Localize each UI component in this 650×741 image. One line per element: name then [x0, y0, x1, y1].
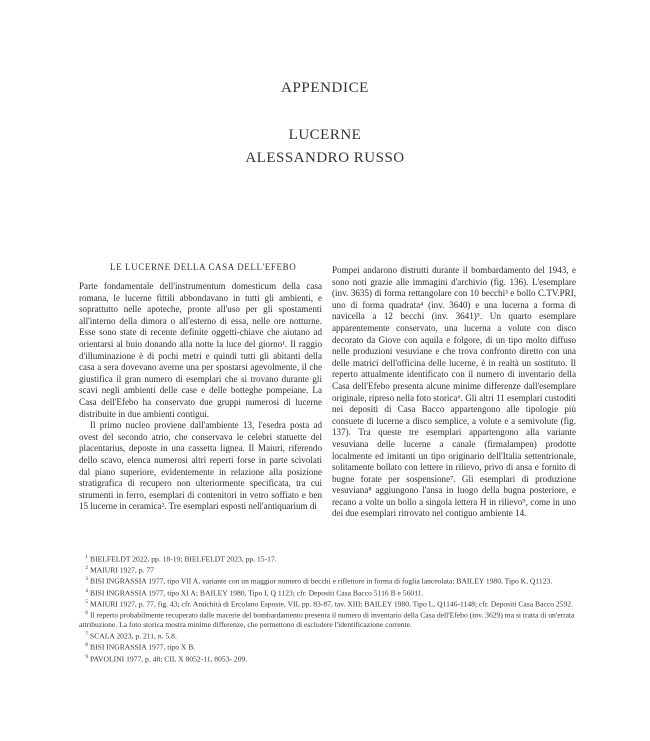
- footnote: [79, 653, 579, 664]
- footnote: [79, 641, 579, 652]
- footnote-number: 9: [85, 653, 88, 660]
- footnote-text: BISI INGRASSIA 1977, tipo XI A; BAILEY 1980, Tipo I, Q 1123; cfr. Depositi Casa Bacco 5116 B e 56011.: [90, 588, 424, 598]
- footnote-number: 2: [85, 565, 88, 572]
- paragraph: Parte fondamentale dell'instrumentum domesticum della casa romana, le lucerne fittili abbondavano in tutti gli ambienti, e soprattutto nelle apoteche, pronte all'uso per gli spostamenti all'interno della dimora o all'esterno di essa, nelle ore notturne. Esse sono state di recente definite oggetti-chiave che aiutano ad orientarsi al buio donando alla notte la luce del giorno¹. Il raggio d'illuminazione è di pochi metri e quindi tutti gli abitanti della casa a sera dovevano averne una per spostarsi agevolmente, il che giustifica il gran numero di esemplari che si trovano durante gli scavi negli ambienti delle case e delle botteghe pompeiane. La Casa dell'Efebo ha conservato due gruppi numerosi di lucerne distribuite in due ambienti contigui.: [79, 281, 322, 419]
- footnote-text: MAIURI 1927, p. 77, fig. 43; cfr. Antichità di Ercolano Esposte, VII, pp. 83-87, tav. XIII; BAILEY 1980, Tipo L, Q1146-1148; cfr. Depositi Casa Bacco 2592.: [90, 599, 573, 609]
- footnote-text: PAVOLINI 1977, p. 48; CIL X 8052-11, 8053- 209.: [90, 654, 248, 664]
- footnote: [79, 553, 579, 564]
- footnote: [79, 587, 579, 598]
- footnote-number: 7: [85, 631, 88, 638]
- footnote-text: SCALA 2023, p. 211, n. 5.8.: [90, 631, 177, 641]
- left-column: [79, 281, 322, 513]
- paragraph: Pompei andarono distrutti durante il bombardamento del 1943, e sono noti grazie alle immagini d'archivio (fig. 136). L'esemplare (inv. 3635) di forma rettangolare con 10 becchi³ e bollo C.TV.PRI, uno di forma quadrata⁴ (inv. 3640) e una lucerna a forma di navicella a 12 becchi (inv. 3641)⁵. Un quarto esemplare apparentemente conservato, una lucerna a volute con disco decorato da Giove con aquila e folgore, di un tipo molto diffuso nelle produzioni vesuviane e che trova confronto diretto con una delle matrici dell'officina delle lucerne, è in realtà un sostituto. Il reperto attualmente identificato con il numero di inventario della Casa dell'Efebo presenta alcune minime differenze dall'esemplare originale, ripreso nella foto storica⁶. Gli altri 11 esemplari custoditi nei depositi di Casa Bacco appartengono alle tipologie più consuete di lucerne a disco semplice, a volute e a semivolute (fig. 137). Tra queste tre esemplari appartengono alla variante vesuviana delle lucerne a canale (firmalampen) prodotte localmente ed imitanti un tipo originario dell'Italia settentrionale, solitamente bollato con lettere in rilievo, privo di ansa e fornito di bugne forate per sospensione⁷. Gli esemplari di produzione vesuviana⁸ aggiungono l'ansa in luogo della bugna posteriore, e recano a volte un bollo a singola lettera H in rilievo⁹, come in uno dei due esemplari ritrovato nel contiguo ambiente 14.: [332, 265, 577, 519]
- footnote: [79, 630, 579, 641]
- section-title: LE LUCERNE DELLA CASA DELL'EFEBO: [110, 262, 297, 272]
- footnote: [79, 609, 579, 630]
- chapter-title: LUCERNE: [288, 127, 362, 143]
- footnote-number: 3: [85, 576, 88, 583]
- footnote: [79, 564, 579, 575]
- footnote-number: 4: [85, 587, 88, 594]
- appendix-heading: APPENDICE: [281, 80, 369, 96]
- footnote-text: MAIURI 1927, p. 77: [90, 565, 154, 575]
- footnote-number: 1: [85, 554, 88, 560]
- paragraph: Il primo nucleo proviene dall'ambiente 13, l'esedra posta ad ovest del secondo atrio, che conservava le celebri statuette del placentarius, deposte in una cassetta lignea. Il Maiuri, riferendo dello scavo, elenca numerosi altri reperti forse in parte scivolati dal piano superiore, evidentemente in relazione alla posizione stratigrafica di recupero non ulteriormente specificata, tra cui strumenti in ferro, esemplari di contenitori in vetro soffiato e ben 15 lucerne in ceramica². Tre esemplari esposti nell'antiquarium di: [79, 420, 322, 512]
- footnote-number: 5: [85, 598, 88, 605]
- right-column: [332, 265, 576, 520]
- footnote-number: 8: [85, 642, 88, 649]
- author-name: ALESSANDRO RUSSO: [245, 150, 405, 166]
- footnote-text: Il reperto probabilmente recuperato dalle macerie del bombardamento presenta il numero di inventario della Casa dell'Efebo (inv. 3629) ma si tratta di un'errata attribuzione. La foto storica mostra minime differenze, che permettono di escludere l'identificazione corrente.: [79, 610, 575, 630]
- footnote: [79, 598, 579, 609]
- footnote-text: BISI INGRASSIA 1977, tipo X B.: [90, 642, 196, 652]
- footnote-text: BIELFELDT 2022, pp. 18-19; BIELFELDT 2023, pp. 15-17.: [90, 554, 277, 564]
- footnote: [79, 575, 579, 586]
- footnote-number: 6: [85, 610, 88, 617]
- footnote-text: BISI INGRASSIA 1977, tipo VII A, variante con un maggior numero di becchi e riflettore in forma di foglia lanceolata; BAILEY 1980, Tipo K, Q1123.: [90, 577, 553, 586]
- footnotes: [79, 553, 579, 664]
